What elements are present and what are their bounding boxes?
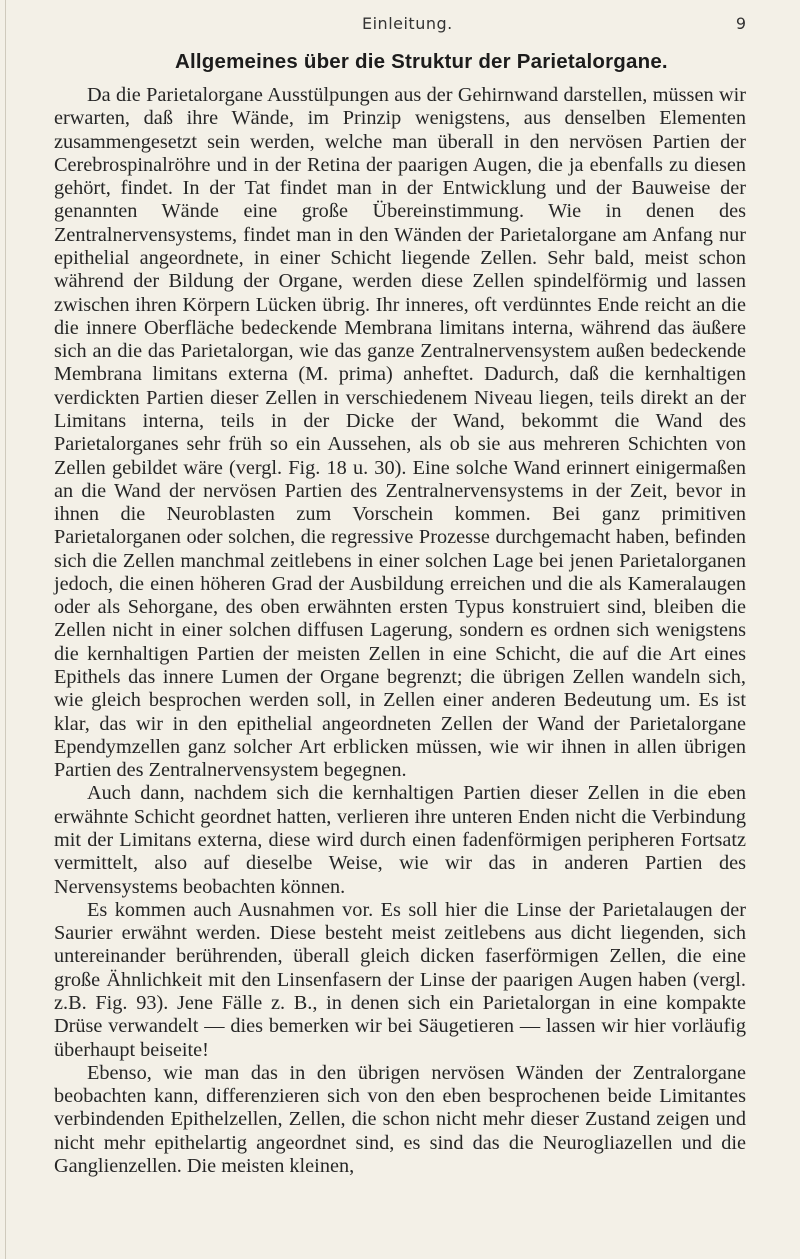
paragraph: Es kommen auch Ausnahmen vor. Es soll hier die Linse der Parietalaugen der Saurier erwähnt werden. Diese besteht meist zeitlebens aus dicht liegenden, sich untereinander berührenden, überall gleich dicken faserförmigen Zellen, die eine große Ähnlichkeit mit den Linsenfasern der Linse der paarigen Augen haben (vergl. z.B. Fig. 93). Jene Fälle z. B., in denen sich ein Parietalorgan in eine kompakte Drüse verwandelt — dies bemerken wir bei Säugetieren — lassen wir hier vorläufig überhaupt beiseite!	[54, 898, 746, 1061]
page-edge	[5, 0, 6, 1259]
paragraph: Auch dann, nachdem sich die kernhaltigen Partien dieser Zellen in die eben erwähnte Schicht geordnet hatten, verlieren ihre unteren Enden nicht die Verbindung mit der Limitans externa, diese wird durch einen fadenförmigen peripheren Fortsatz vermittelt, also auf dieselbe Weise, wie wir das in anderen Partien des Nervensystems beobachten können.	[54, 782, 746, 898]
paragraph: Ebenso, wie man das in den übrigen nervösen Wänden der Zentralorgane beobachten kann, differenzieren sich von den eben besprochenen beide Limitantes verbindenden Epithelzellen, Zellen, die schon nicht mehr dieser Zustand zeigen und nicht mehr epithelartig angeordnet sind, es sind das die Neurogliazellen und die Ganglienzellen. Die meisten kleinen,	[54, 1061, 746, 1177]
section-heading: Allgemeines über die Struktur der Parietalorgane.	[175, 50, 668, 73]
running-head-title: Einleitung.	[362, 14, 453, 33]
running-head	[0, 14, 800, 38]
page-number: 9	[735, 14, 746, 33]
body-text	[54, 84, 746, 1178]
paragraph: Da die Parietalorgane Ausstülpungen aus der Gehirnwand darstellen, müssen wir erwarten, daß ihre Wände, im Prinzip wenigstens, aus denselben Elementen zusammengesetzt sein werden, welche man überall in den nervösen Partien der Cerebrospinalröhre und in der Retina der paarigen Augen, die ja ebenfalls zu diesen gehört, findet. In der Tat findet man in der Entwicklung und der Bauweise der genannten Wände eine große Übereinstimmung. Wie in denen des Zentralnervensystems, findet man in den Wänden der Parietalorgane am Anfang nur epithelial angeordnete, in einer Schicht liegende Zellen. Sehr bald, meist schon während der Bildung der Organe, werden diese Zellen spindelförmig und lassen zwischen ihren Körpern Lücken übrig. Ihr inneres, oft verdünntes Ende reicht an die die innere Oberfläche bedeckende Membrana limitans interna, während das äußere sich an die das Parietalorgan, wie das ganze Zentralnervensystem außen bedeckende Membrana limitans externa (M. prima) anheftet. Dadurch, daß die kernhaltigen verdickten Partien dieser Zellen in verschiedenem Niveau liegen, teils direkt an der Limitans interna, teils in der Dicke der Wand, bekommt die Wand des Parietalorganes sehr früh so ein Aussehen, als ob sie aus mehreren Schichten von Zellen gebildet wäre (vergl. Fig. 18 u. 30). Eine solche Wand erinnert einigermaßen an die Wand der nervösen Partien des Zentralnervensystems in der Zeit, bevor in ihnen die Neuroblasten zum Vorschein kommen. Bei ganz primitiven Parietalorganen oder solchen, die regressive Prozesse durchgemacht haben, befinden sich die Zellen manchmal zeitlebens in einer solchen Lage bei jenen Parietalorganen jedoch, die einen höheren Grad der Ausbildung erreichen und die als Kameralaugen oder als Sehorgane, des oben erwähnten ersten Typus konstruiert sind, bleiben die Zellen nicht in einer solchen diffusen Lagerung, sondern es ordnen sich wenigstens die kernhaltigen Partien der meisten Zellen in eine Schicht, die auf die Art eines Epithels das innere Lumen der Organe begrenzt; die übrigen Zellen wandeln sich, wie gleich besprochen werden soll, in Zellen einer anderen Bedeutung um. Es ist klar, das wir in den epithelial angeordneten Zellen der Wand der Parietalorgane Ependymzellen ganz solcher Art erblicken müssen, wie wir ihnen in allen übrigen Partien des Zentralnervensystem begegnen.	[54, 84, 746, 782]
